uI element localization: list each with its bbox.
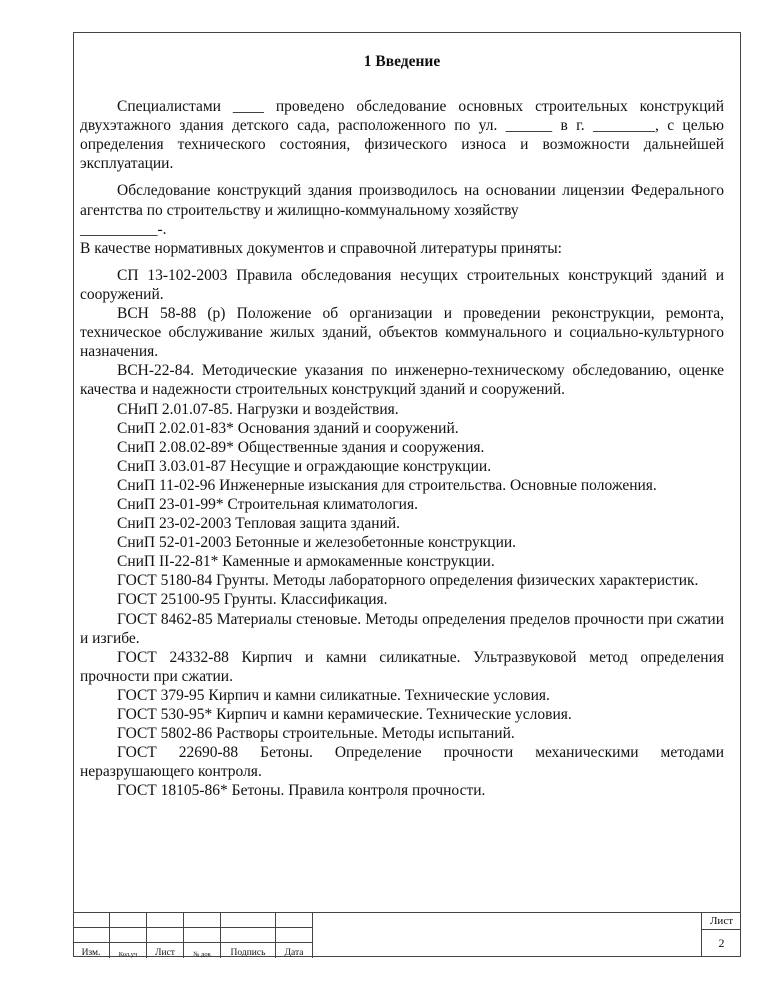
norm-item: ВСН 58-88 (р) Положение об организации и проведении реконструкции, ремонта, техническое обслуживание жилых зданий, объектов коммунального и социально-культурного назначения. bbox=[80, 305, 724, 361]
norm-item: ГОСТ 24332-88 Кирпич и камни силикатные. Ультразвуковой метод определения прочности при сжатии. bbox=[80, 648, 724, 685]
license-number-line: __________-. bbox=[80, 220, 167, 238]
sheet-number: 2 bbox=[718, 936, 725, 950]
norm-item: СниП 11-02-96 Инженерные изыскания для строительства. Основные положения. bbox=[117, 476, 657, 494]
norm-item: ГОСТ 530-95* Кирпич и камни керамические. Технические условия. bbox=[117, 706, 572, 723]
stamp-cell bbox=[147, 913, 184, 928]
norm-item: ГОСТ 25100-95 Грунты. Классификация. bbox=[117, 591, 388, 609]
stamp-cell bbox=[184, 913, 221, 928]
stamp-cell bbox=[184, 928, 221, 943]
intro-paragraph-1: Специалистами ____ проведено обследование основных строительных конструкций двухэтажного здания детского сада, расположенного по ул. ______ в г. ________, с целью определения технического состояния, физического износа и возможности дальнейшей эксплуатации. bbox=[80, 98, 724, 173]
stamp-cell bbox=[221, 928, 276, 943]
norm-item: СП 13-102-2003 Правила обследования несущих строительных конструкций зданий и сооружений. bbox=[80, 266, 724, 303]
stamp-cell bbox=[221, 913, 276, 928]
stamp-cell bbox=[276, 913, 313, 928]
norms-list bbox=[80, 266, 724, 801]
sheet-number-box bbox=[701, 913, 741, 957]
stamp-cell bbox=[73, 928, 110, 943]
sheet-label: Лист bbox=[702, 913, 741, 930]
norm-item: СниП 23-02-2003 Тепловая защита зданий. bbox=[117, 515, 401, 533]
stamp-label-sign: Подпись bbox=[221, 943, 276, 959]
stamp-cell bbox=[110, 928, 147, 943]
norm-item: СниП 2.08.02-89* Общественные здания и сооружения. bbox=[117, 438, 485, 456]
intro-paragraph-2: Обследование конструкций здания производилось на основании лицензии Федерального агентства по строительству и жилищно-коммунальному хозяйству bbox=[80, 182, 724, 219]
document-body bbox=[80, 52, 724, 800]
title-block bbox=[73, 912, 741, 957]
stamp-label-kol: Кол.уч bbox=[110, 943, 147, 959]
norm-item: ГОСТ 5180-84 Грунты. Методы лабораторного определения физических характеристик. bbox=[117, 572, 699, 590]
norm-item: СниП 23-01-99* Строительная климатология. bbox=[117, 495, 418, 513]
norm-item: СНиП 2.01.07-85. Нагрузки и воздействия. bbox=[117, 400, 399, 418]
stamp-cell bbox=[276, 928, 313, 943]
stamp-label-izm: Изм. bbox=[73, 943, 110, 959]
norm-item: СниП 3.03.01-87 Несущие и ограждающие конструкции. bbox=[117, 457, 492, 475]
norms-intro: В качестве нормативных документов и справочной литературы приняты: bbox=[80, 239, 562, 257]
stamp-label-list: Лист bbox=[147, 943, 184, 959]
stamp-cell bbox=[147, 928, 184, 943]
norm-item: СниП 2.02.01-83* Основания зданий и сооружений. bbox=[117, 419, 459, 437]
norm-item: ГОСТ 22690-88 Бетоны. Определение прочности механическими методами неразрушающего контроля. bbox=[80, 744, 724, 781]
stamp-label-date: Дата bbox=[276, 943, 313, 959]
revision-table bbox=[73, 913, 313, 958]
norm-item: СниП 52-01-2003 Бетонные и железобетонные конструкции. bbox=[117, 534, 517, 552]
norm-item: ГОСТ 5802-86 Растворы строительные. Методы испытаний. bbox=[117, 725, 515, 743]
norm-item: ГОСТ 8462-85 Материалы стеновые. Методы определения пределов прочности при сжатии и изгибе. bbox=[80, 610, 724, 647]
norm-item: ГОСТ 379-95 Кирпич и камни силикатные. Технические условия. bbox=[117, 686, 550, 704]
stamp-label-doc: № док bbox=[184, 943, 221, 959]
stamp-cell bbox=[73, 913, 110, 928]
norm-item: СниП II-22-81* Каменные и армокаменные конструкции. bbox=[117, 553, 495, 571]
section-heading: 1 Введение bbox=[363, 53, 441, 70]
norm-item: ГОСТ 18105-86* Бетоны. Правила контроля прочности. bbox=[117, 782, 486, 800]
stamp-cell bbox=[110, 913, 147, 928]
norm-item: ВСН-22-84. Методические указания по инженерно-техническому обследованию, оценке качества и надежности строительных конструкций зданий и сооружений. bbox=[80, 362, 724, 399]
